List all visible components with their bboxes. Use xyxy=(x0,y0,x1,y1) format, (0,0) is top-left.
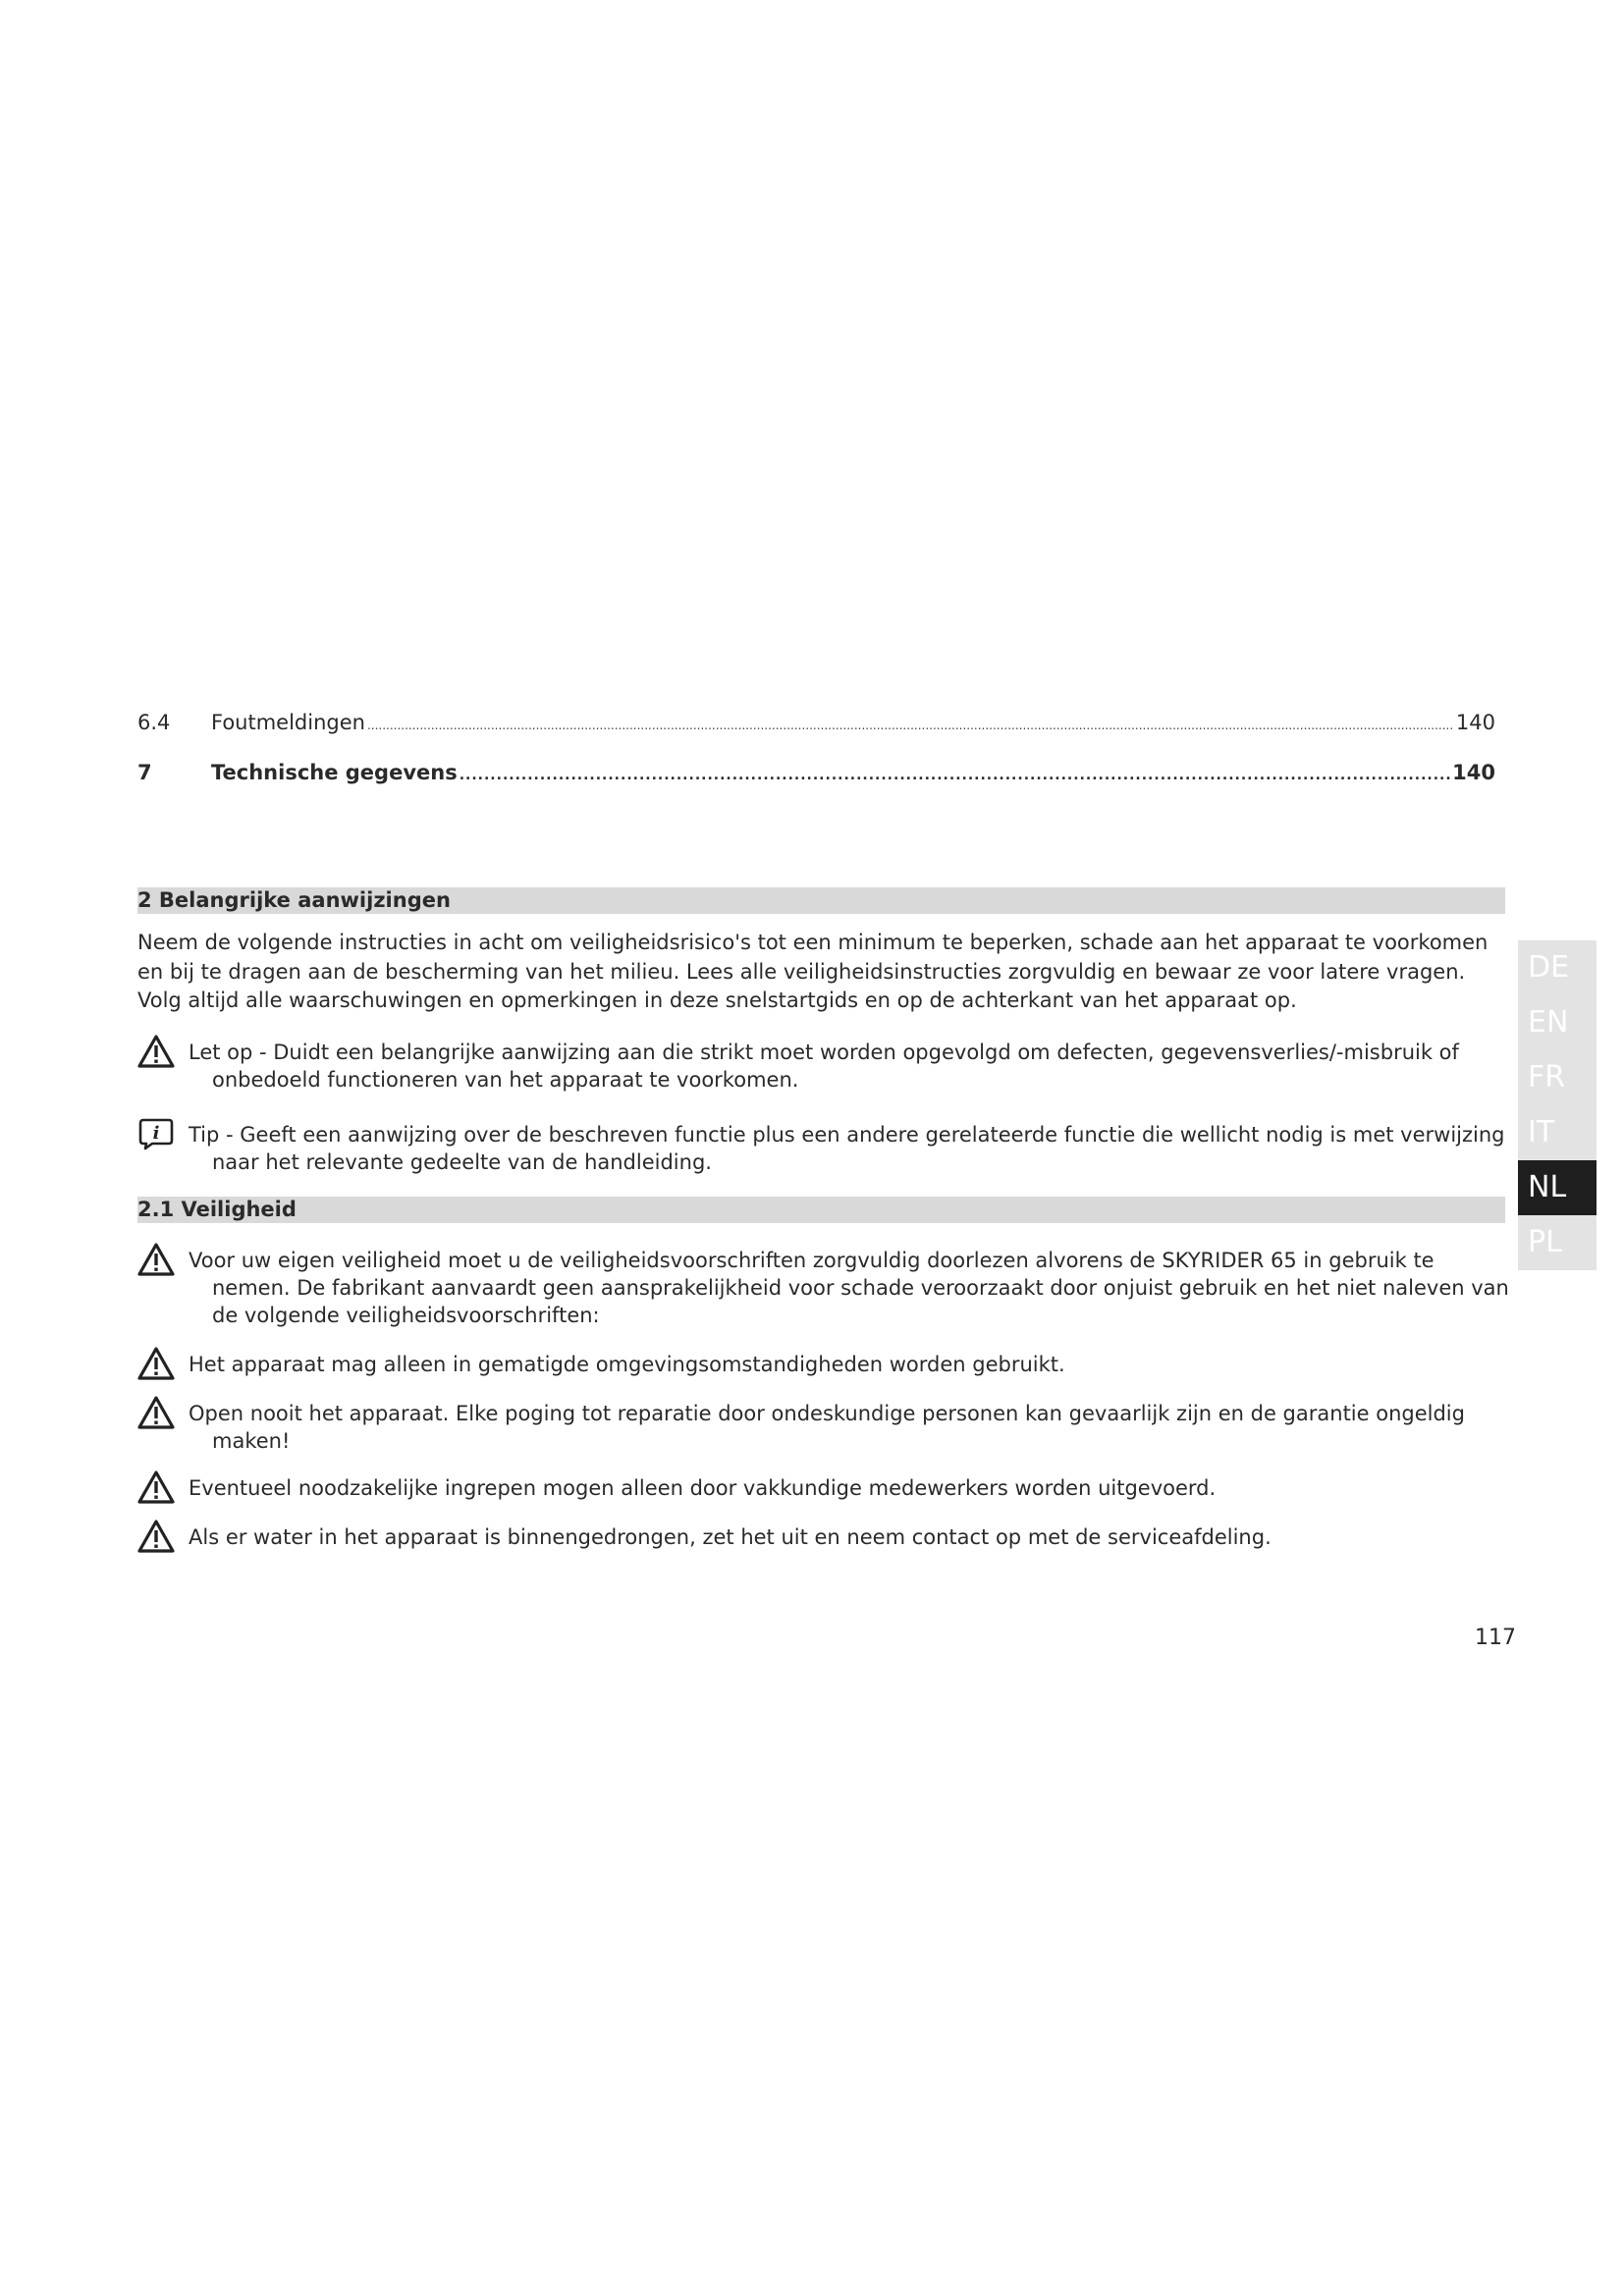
language-tab-fr[interactable]: FR xyxy=(1528,1060,1566,1095)
toc-title: Foutmeldingen xyxy=(211,711,365,734)
svg-text:i: i xyxy=(152,1123,160,1144)
warning-icon xyxy=(137,1035,175,1068)
safety-item-text: Voor uw eigen veiligheid moet u de veiligheidsvoorschriften zorgvuldig doorlezen alvorens de SKYRIDER 65 in gebruik te nemen. De fabrikant aanvaardt geen aansprakelijkheid voor schade veroorzaakt door onjuist gebruik en het niet naleven van de volgende veiligheidsvoorschriften: xyxy=(189,1249,1509,1327)
safety-item-text: Eventueel noodzakelijke ingrepen mogen alleen door vakkundige medewerkers worden uitgevoerd. xyxy=(189,1476,1217,1500)
safety-item-text: Als er water in het apparaat is binnengedrongen, zet het uit en neem contact op met de serviceafdeling. xyxy=(189,1525,1272,1549)
toc-page: 140 xyxy=(1455,711,1495,734)
toc-entry[interactable] xyxy=(137,711,1495,734)
safety-item xyxy=(137,1474,1512,1502)
note-tip xyxy=(137,1121,1512,1176)
intro-paragraph: Neem de volgende instructies in acht om veiligheidsrisico's tot een minimum te beperken, schade aan het apparaat te voorkomen en bij te dragen aan de bescherming van het milieu. Lees alle veiligheidsinstructies zorgvuldig en bewaar ze voor latere vragen. Volg altijd alle waarschuwingen en opmerkingen in deze snelstartgids en op de achterkant van het apparaat op. xyxy=(137,931,1489,1012)
safety-item-text: Open nooit het apparaat. Elke poging tot reparatie door ondeskundige personen kan gevaarlijk zijn en de garantie ongeldig maken! xyxy=(189,1402,1465,1453)
note-warning xyxy=(137,1039,1512,1094)
warning-icon xyxy=(137,1396,175,1429)
note-text: Let op - Duidt een belangrijke aanwijzing aan die strikt moet worden opgevolgd om defecten, gegevensverlies/-misbruik of onbedoeld functioneren van het apparaat te voorkomen. xyxy=(189,1041,1459,1092)
language-tab-nl[interactable]: NL xyxy=(1518,1160,1597,1215)
toc-leader-dots xyxy=(367,719,1454,732)
toc-entry[interactable] xyxy=(137,761,1495,784)
warning-icon xyxy=(137,1243,175,1276)
safety-item-text: Het apparaat mag alleen in gematigde omgevingsomstandigheden worden gebruikt. xyxy=(189,1353,1065,1376)
toc-number: 7 xyxy=(137,761,152,784)
toc-number: 6.4 xyxy=(137,711,171,734)
language-tab-en[interactable]: EN xyxy=(1528,1005,1569,1040)
safety-item xyxy=(137,1523,1512,1551)
language-tab-it[interactable]: IT xyxy=(1528,1115,1555,1149)
language-tab-pl[interactable]: PL xyxy=(1528,1225,1562,1259)
info-icon xyxy=(137,1117,175,1150)
toc-page: 140 xyxy=(1452,761,1495,784)
warning-icon xyxy=(137,1347,175,1380)
warning-icon xyxy=(137,1470,175,1504)
safety-item xyxy=(137,1351,1512,1378)
toc-title: Technische gegevens xyxy=(211,761,458,784)
toc-leader-dots xyxy=(460,768,1450,783)
subsection-heading: 2.1 Veiligheid xyxy=(137,1197,1505,1223)
warning-icon xyxy=(137,1520,175,1553)
page-number: 117 xyxy=(1475,1626,1516,1650)
note-text: Tip - Geeft een aanwijzing over de beschreven functie plus een andere gerelateerde functie die wellicht nodig is met verwijzing naar het relevante gedeelte van de handleiding. xyxy=(189,1123,1505,1174)
language-tab-de[interactable]: DE xyxy=(1528,950,1570,985)
safety-item xyxy=(137,1400,1512,1455)
safety-item xyxy=(137,1247,1512,1329)
language-tabs xyxy=(1518,940,1597,1270)
section-heading: 2 Belangrijke aanwijzingen xyxy=(137,887,1505,914)
